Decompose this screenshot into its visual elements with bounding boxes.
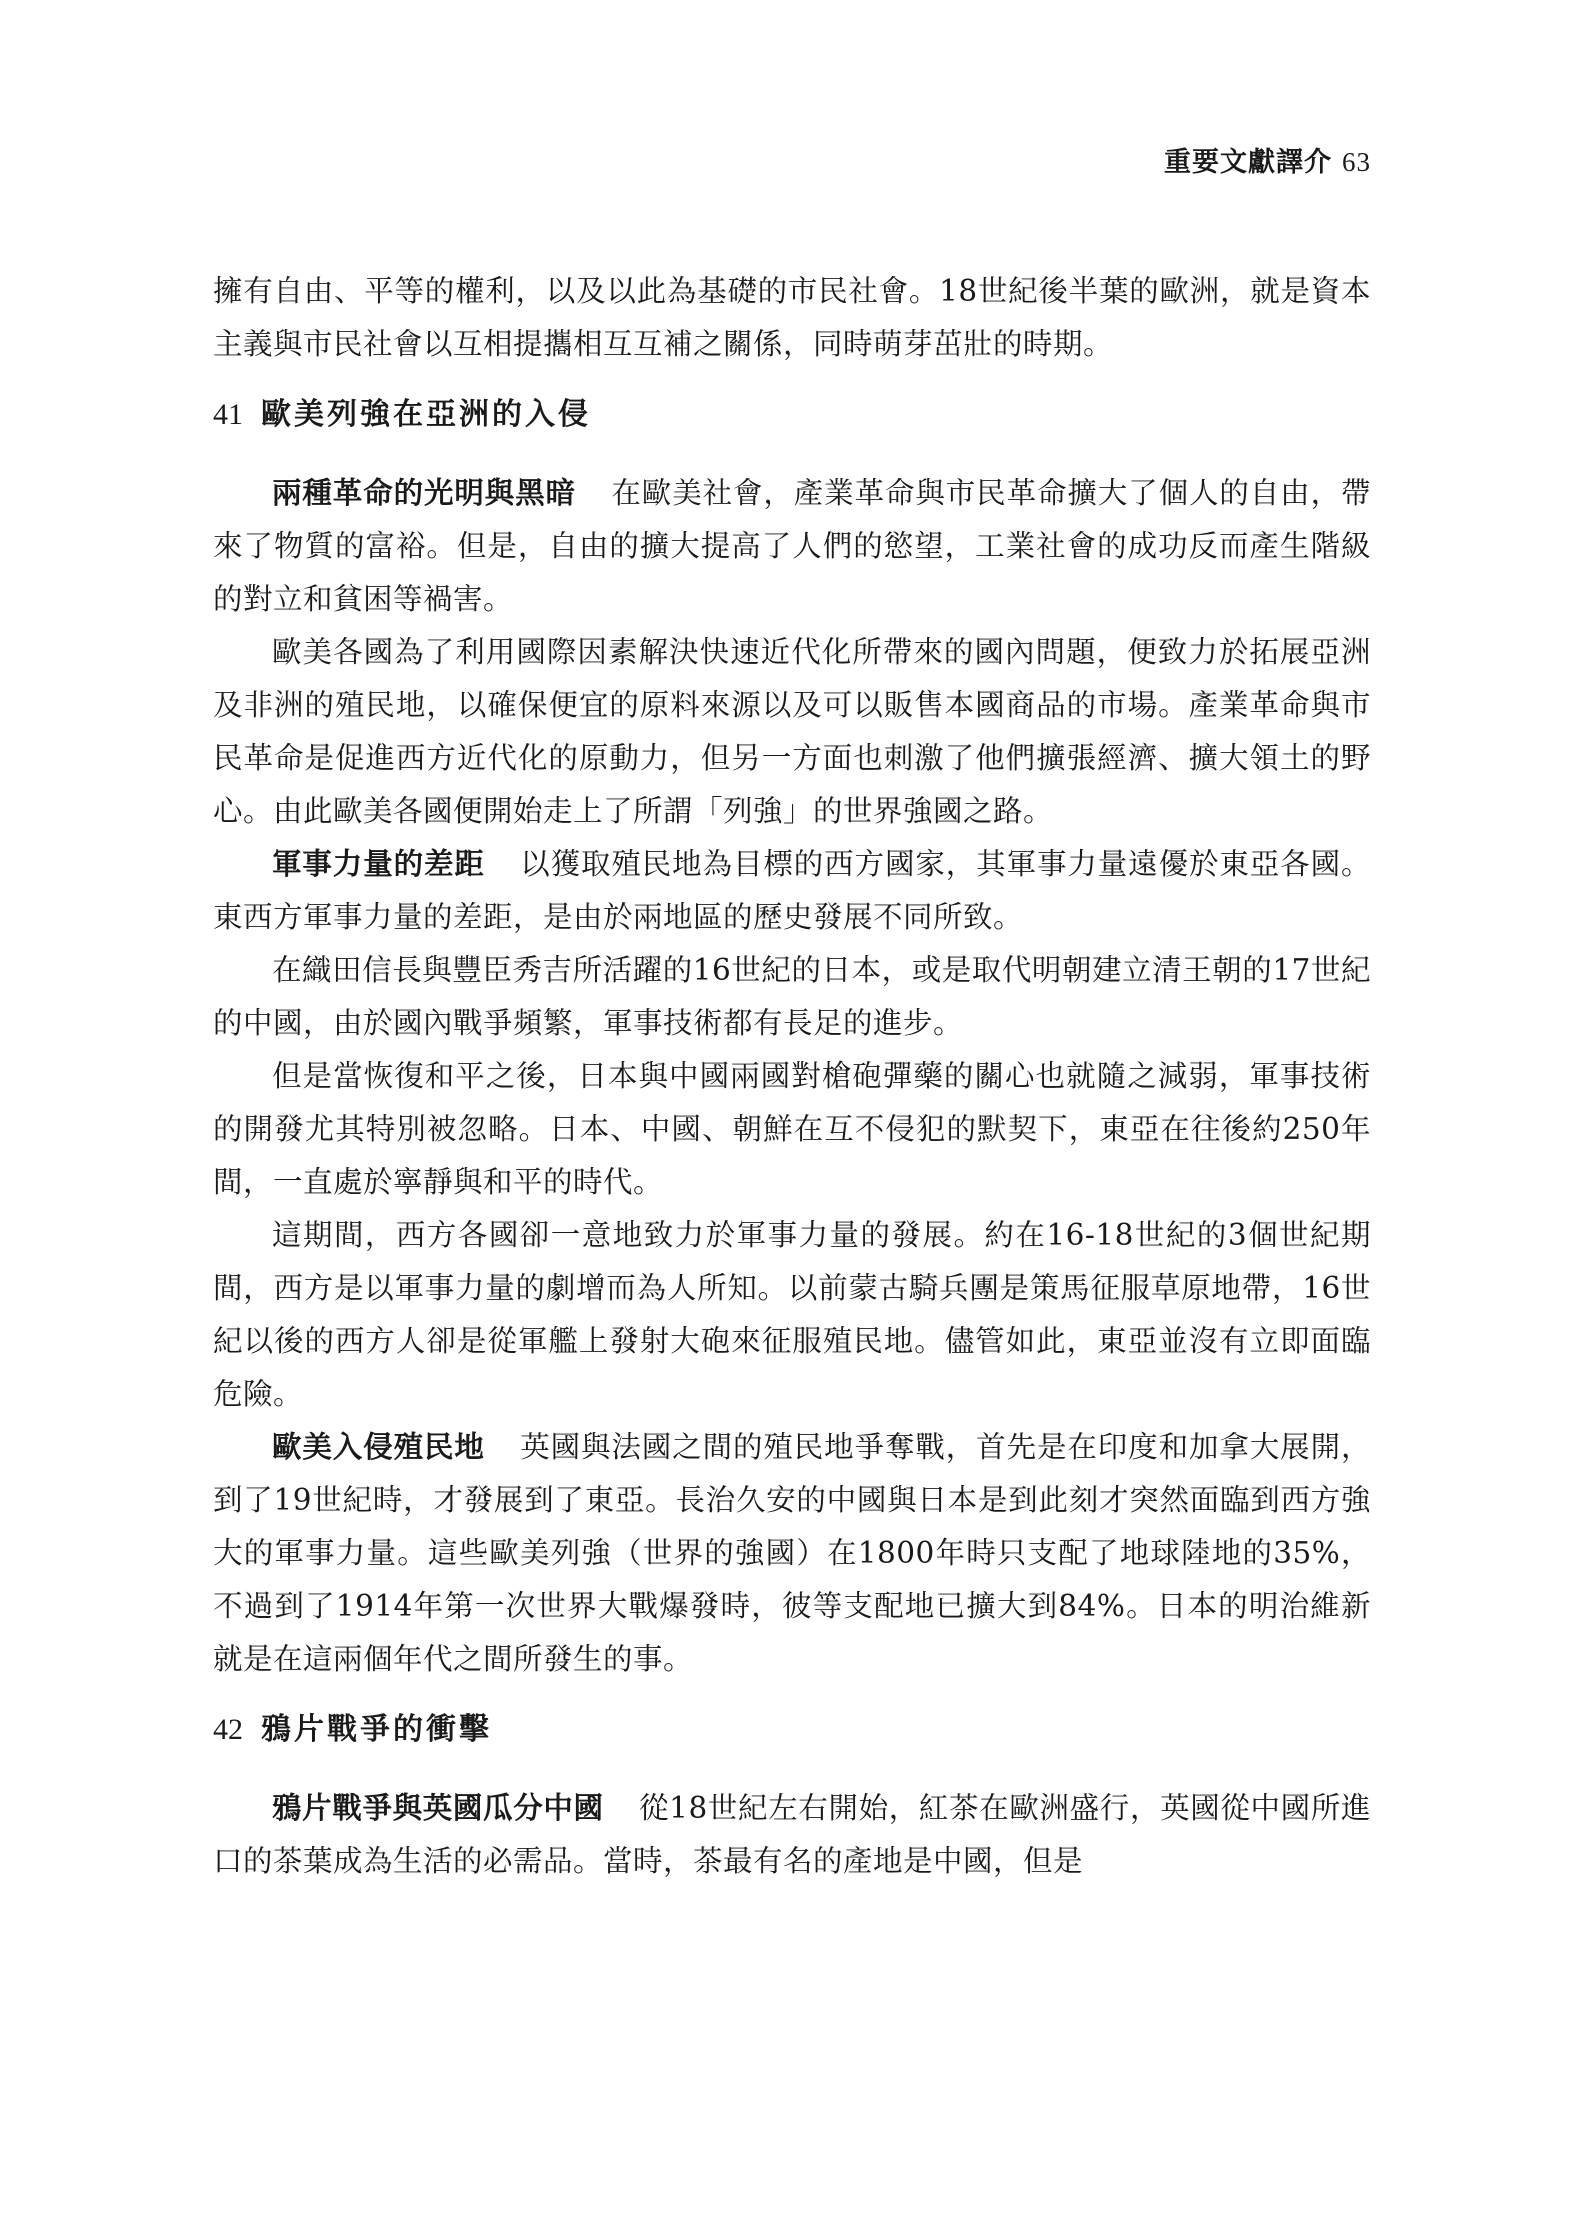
paragraph-text: 以獲取殖民地為目標的西方國家，其軍事力量遠優於東亞各國。東西方軍事力量的差距，是由於兩地區的歷史發展不同所致。 <box>213 847 1371 934</box>
paragraph <box>213 626 1371 838</box>
paragraph-text: 英國與法國之間的殖民地爭奪戰，首先是在印度和加拿大展開，到了19世紀時，才發展到了東亞。長治久安的中國與日本是到此刻才突然面臨到西方強大的軍事力量。這些歐美列強（世界的強國）在1800年時只支配了地球陸地的35%，不過到了1914年第一次世界大戰爆發時，彼等支配地已擴大到84%。日本的明治維新就是在這兩個年代之間所發生的事。 <box>213 1430 1371 1676</box>
section-title: 歐美列強在亞洲的入侵 <box>261 397 591 432</box>
paragraph <box>213 1782 1371 1888</box>
page-number: 63 <box>1342 147 1371 177</box>
paragraph-text: 歐美各國為了利用國際因素解決快速近代化所帶來的國內問題，便致力於拓展亞洲及非洲的殖民地，以確保便宜的原料來源以及可以販售本國商品的市場。產業革命與市民革命是促進西方近代化的原動力，但另一方面也刺激了他們擴張經濟、擴大領土的野心。由此歐美各國便開始走上了所謂「列強」的世界強國之路。 <box>213 635 1371 828</box>
paragraph-text: 在織田信長與豐臣秀吉所活躍的16世紀的日本，或是取代明朝建立清王朝的17世紀的中國，由於國內戰爭頻繁，軍事技術都有長足的進步。 <box>213 953 1371 1040</box>
paragraph <box>213 467 1371 626</box>
paragraph-text: 但是當恢復和平之後，日本與中國兩國對槍砲彈藥的關心也就隨之減弱，軍事技術的開發尤其特別被忽略。日本、中國、朝鮮在互不侵犯的默契下，東亞在往後約250年間，一直處於寧靜與和平的時代。 <box>213 1059 1371 1199</box>
paragraph-text: 在歐美社會，產業革命與市民革命擴大了個人的自由，帶來了物質的富裕。但是，自由的擴大提高了人們的慾望，工業社會的成功反而產生階級的對立和貧困等禍害。 <box>213 476 1371 616</box>
paragraph-lead-term: 鴉片戰爭與英國瓜分中國 <box>272 1791 604 1825</box>
section-heading-42 <box>213 1700 1371 1760</box>
section-number: 41 <box>213 398 243 431</box>
paragraph-lead-term: 軍事力量的差距 <box>272 847 485 881</box>
body-text <box>213 265 1371 1888</box>
paragraph-lead-term: 歐美入侵殖民地 <box>272 1430 485 1464</box>
paragraph <box>213 1421 1371 1686</box>
paragraph <box>213 265 1371 371</box>
running-header <box>1164 140 1371 179</box>
paragraph <box>213 1050 1371 1209</box>
section-number: 42 <box>213 1713 243 1746</box>
running-header-title: 重要文獻譯介 <box>1164 147 1332 178</box>
paragraph-text: 從18世紀左右開始，紅茶在歐洲盛行，英國從中國所進口的茶葉成為生活的必需品。當時，茶最有名的產地是中國，但是 <box>213 1791 1371 1878</box>
section-title: 鴉片戰爭的衝擊 <box>261 1712 492 1747</box>
paragraph-text: 擁有自由、平等的權利，以及以此為基礎的市民社會。18世紀後半葉的歐洲，就是資本主義與市民社會以互相提攜相互互補之關係，同時萌芽茁壯的時期。 <box>213 274 1371 361</box>
section-heading-41 <box>213 385 1371 445</box>
paragraph <box>213 944 1371 1050</box>
paragraph <box>213 1209 1371 1421</box>
paragraph <box>213 838 1371 944</box>
paragraph-text: 這期間，西方各國卻一意地致力於軍事力量的發展。約在16-18世紀的3個世紀期間，西方是以軍事力量的劇增而為人所知。以前蒙古騎兵團是策馬征服草原地帶，16世紀以後的西方人卻是從軍艦上發射大砲來征服殖民地。儘管如此，東亞並沒有立即面臨危險。 <box>213 1218 1371 1411</box>
paragraph-lead-term: 兩種革命的光明與黑暗 <box>272 476 576 510</box>
